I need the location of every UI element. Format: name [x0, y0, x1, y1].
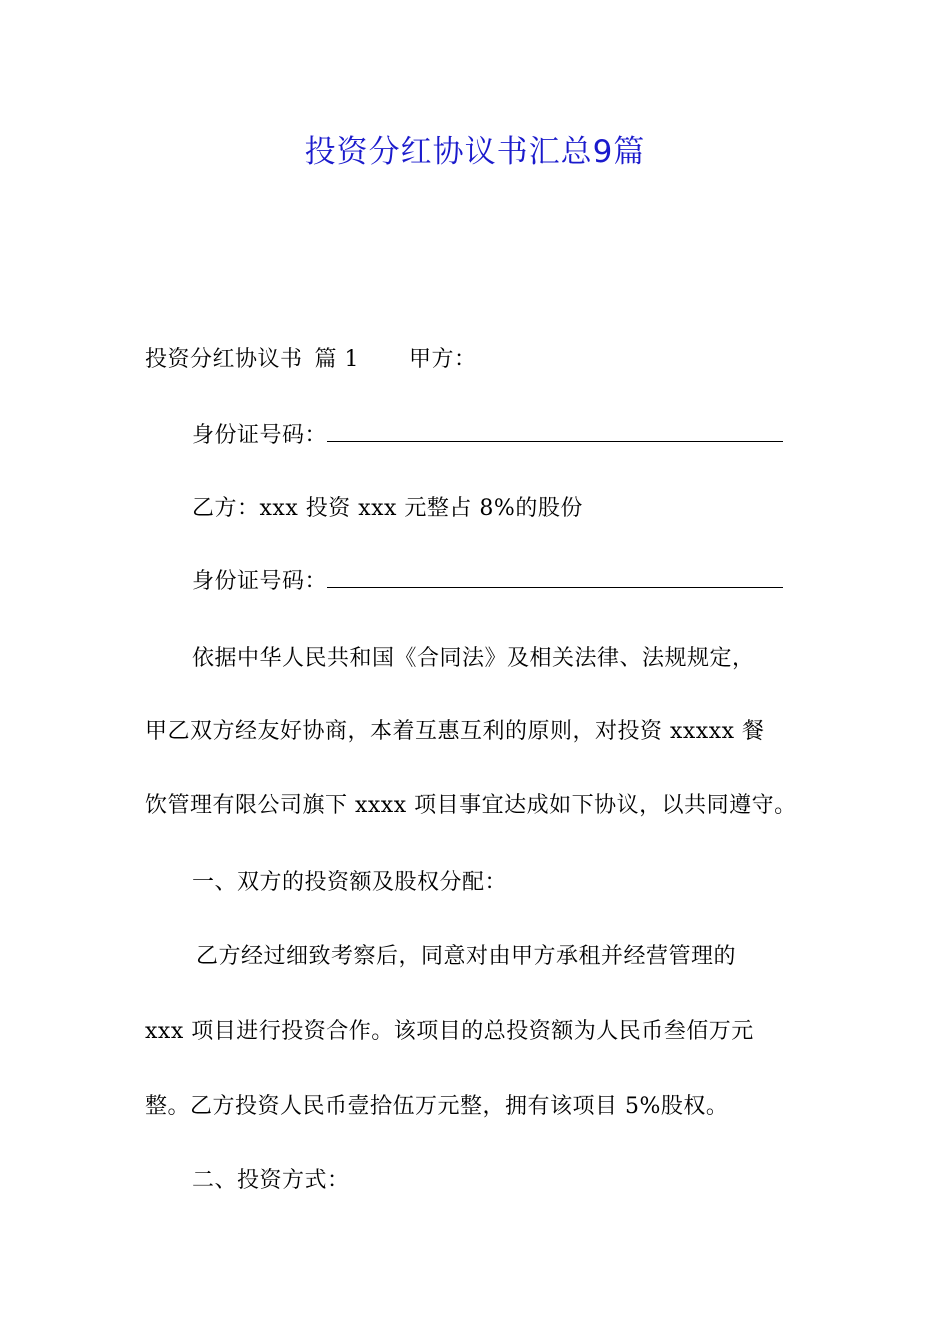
document-title: 投资分红协议书汇总9篇 — [304, 134, 646, 170]
section-heading: 二、投资方式： — [192, 1168, 350, 1193]
paragraph-line: xxx 项目进行投资合作。该项目的总投资额为人民币叁佰万元 — [145, 1019, 754, 1044]
doc-label: 投资分红协议书 — [145, 347, 303, 372]
id-line-1 — [192, 421, 783, 451]
paragraph-line: 乙方经过细致考察后，同意对由甲方承租并经营管理的 — [196, 944, 737, 969]
header-line — [145, 345, 477, 375]
id-blank-field — [327, 567, 783, 588]
id-label: 身份证号码： — [192, 569, 328, 594]
paragraph-line: 甲乙双方经友好协商，本着互惠互利的原则，对投资 xxxxx 餐 — [145, 719, 765, 744]
section-heading: 一、双方的投资额及股权分配： — [192, 870, 508, 895]
id-blank-field — [327, 421, 783, 442]
party-b-line: 乙方：xxx 投资 xxx 元整占 8%的股份 — [192, 496, 583, 521]
paragraph-line: 整。乙方投资人民币壹拾伍万元整，拥有该项目 5%股权。 — [145, 1094, 729, 1119]
party-a-label: 甲方： — [409, 347, 477, 372]
id-line-2 — [192, 567, 783, 597]
paragraph-line: 依据中华人民共和国《合同法》及相关法律、法规规定， — [192, 646, 755, 671]
paragraph-line: 饮管理有限公司旗下 xxxx 项目事宜达成如下协议，以共同遵守。 — [145, 793, 797, 818]
id-label: 身份证号码： — [192, 423, 328, 448]
part-label: 篇 1 — [314, 347, 360, 372]
